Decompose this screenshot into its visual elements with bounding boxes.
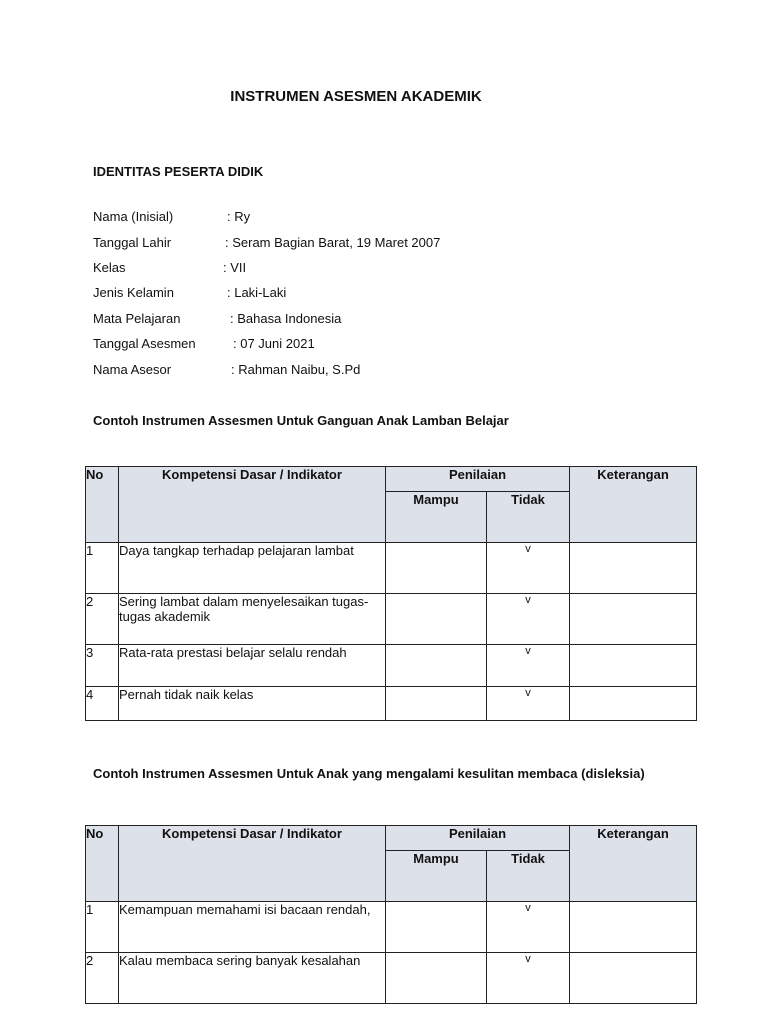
row-indicator: Rata-rata prestasi belajar selalu rendah [119,645,386,687]
header-no: No [86,826,119,902]
row-keterangan-cell [570,645,697,687]
row-keterangan-cell [570,687,697,721]
row-mampu-cell [386,645,487,687]
section-1-caption: Contoh Instrumen Assesmen Untuk Ganguan Anak Lamban Belajar [93,413,509,428]
row-tidak-mark: v [487,645,570,687]
row-mampu-cell [386,543,487,594]
assessment-table-2 [85,825,697,1004]
header-keterangan: Keterangan [570,826,697,902]
row-mampu-cell [386,902,487,953]
header-keterangan: Keterangan [570,467,697,543]
field-value-mata-pelajaran: : Bahasa Indonesia [230,311,342,326]
section-2-caption: Contoh Instrumen Assesmen Untuk Anak yang mengalami kesulitan membaca (disleksia) [93,766,645,781]
table-row [86,594,697,645]
field-label-tanggal-asesmen: Tanggal Asesmen [93,336,196,351]
field-label-nama: Nama (Inisial) [93,209,174,224]
field-value-jenis-kelamin: : Laki-Laki [227,285,287,300]
row-indicator: Kalau membaca sering banyak kesalahan [119,953,386,1004]
field-label-tanggal-lahir: Tanggal Lahir [93,235,172,250]
row-indicator: Sering lambat dalam menyelesaikan tugas-tugas akademik [119,594,386,645]
row-number: 3 [86,645,119,687]
document-title: INSTRUMEN ASESMEN AKADEMIK [230,88,482,105]
header-mampu: Mampu [386,492,487,543]
header-kompetensi: Kompetensi Dasar / Indikator [119,826,386,902]
table-row [86,687,697,721]
field-label-nama-asesor: Nama Asesor [93,362,172,377]
row-tidak-mark: v [487,594,570,645]
table-row [86,645,697,687]
row-indicator: Kemampuan memahami isi bacaan rendah, [119,902,386,953]
table-row [86,543,697,594]
row-keterangan-cell [570,543,697,594]
field-value-kelas: : VII [223,260,247,275]
header-tidak: Tidak [487,851,570,902]
field-value-nama-asesor: : Rahman Naibu, S.Pd [231,362,361,377]
row-number: 2 [86,953,119,1004]
header-mampu: Mampu [386,851,487,902]
row-mampu-cell [386,953,487,1004]
row-mampu-cell [386,687,487,721]
row-keterangan-cell [570,953,697,1004]
field-value-tanggal-asesmen: : 07 Juni 2021 [233,336,315,351]
header-kompetensi: Kompetensi Dasar / Indikator [119,467,386,543]
row-indicator: Daya tangkap terhadap pelajaran lambat [119,543,386,594]
row-keterangan-cell [570,594,697,645]
field-value-tanggal-lahir: : Seram Bagian Barat, 19 Maret 2007 [225,235,441,250]
field-label-mata-pelajaran: Mata Pelajaran [93,311,181,326]
assessment-table-1 [85,466,697,721]
header-tidak: Tidak [487,492,570,543]
row-number: 4 [86,687,119,721]
row-tidak-mark: v [487,953,570,1004]
header-penilaian: Penilaian [386,826,570,851]
row-tidak-mark: v [487,687,570,721]
row-number: 1 [86,543,119,594]
table-row [86,902,697,953]
row-tidak-mark: v [487,902,570,953]
row-number: 1 [86,902,119,953]
field-value-nama: : Ry [227,209,251,224]
row-number: 2 [86,594,119,645]
table-row [86,953,697,1004]
row-mampu-cell [386,594,487,645]
header-penilaian: Penilaian [386,467,570,492]
identity-heading: IDENTITAS PESERTA DIDIK [93,164,264,179]
row-tidak-mark: v [487,543,570,594]
field-label-kelas: Kelas [93,260,126,275]
row-keterangan-cell [570,902,697,953]
header-no: No [86,467,119,543]
row-indicator: Pernah tidak naik kelas [119,687,386,721]
field-label-jenis-kelamin: Jenis Kelamin [93,285,174,300]
